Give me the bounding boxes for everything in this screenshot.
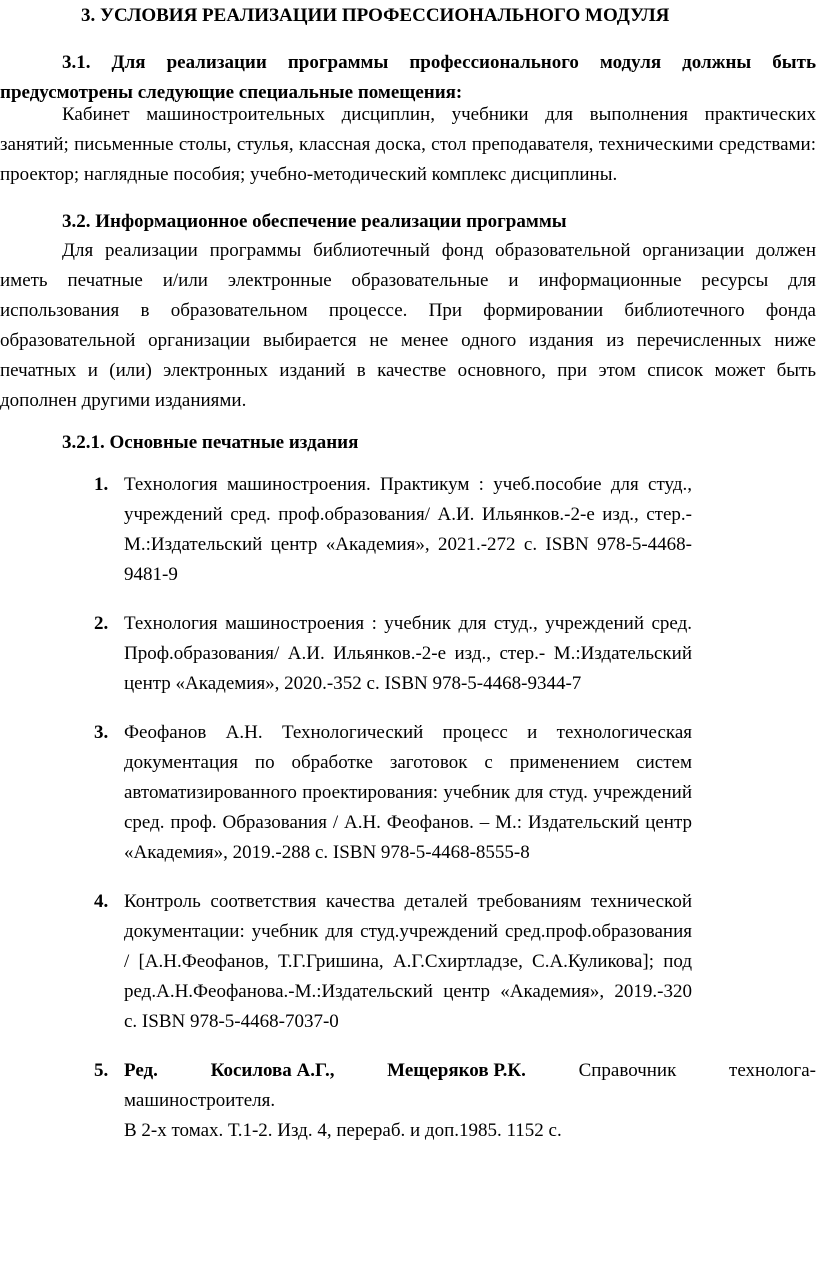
list-item-number: 3. [94,722,109,743]
section-3-1-body: Кабинет машиностроительных дисциплин, учебники для выполнения практических занятий; письменные столы, стулья, классная доска, стол преподавателя, техническими средствами: проектор; наглядные пособия; учебно-методический комплекс дисциплины. [0,104,816,185]
author-meshcheryakov: Мещеряков Р.К. [387,1060,526,1081]
section-3-2-body: Для реализации программы библиотечный фонд образовательной организации должен иметь печатные и/или электронные образовательные и информационные ресурсы для использования в образовательном процессе. При формировании библиотечного фонда образовательной организации выбирается не менее одного издания из перечисленных ниже печатных и (или) электронных изданий в качестве основного, при этом список может быть дополнен другими изданиями. [0,240,816,411]
list-item-text: Технология машиностроения : учебник для студ., учреждений сред. Проф.образования/ А.И. Ильянков.-2-е изд., стер.- М.:Издательский центр «Академия», 2020.-352 с. ISBN 978-5-4468-9344-7 [124,613,692,694]
list-item [0,609,692,699]
list-item-number: 4. [94,891,109,912]
section-3-1-heading: 3.1. Для реализации программы профессионального модуля должны быть предусмотрены следующие специальные помещения: [0,52,816,103]
list-item-text: Технология машиностроения. Практикум : учеб.пособие для студ., учреждений сред. проф.образования/ А.И. Ильянков.-2-е изд., стер.- М.:Издательский центр «Академия», 2021.-272 с. ISBN 978-5-4468-9481-9 [124,474,692,585]
list-item-number: 5. [94,1060,109,1081]
title-word-technologist: технолога- [729,1060,816,1081]
list-item [0,718,692,868]
publications-list [0,470,816,1160]
list-item-first-line [124,1056,816,1086]
list-item-second-line: машиностроителя. [124,1090,276,1111]
list-item [0,1056,816,1146]
list-item [0,887,692,1037]
list-item-text: Феофанов А.Н. Технологический процесс и технологическая документация по обработке заготовок с применением систем автоматизированного проектирования: учебник для студ. учреждений сред. проф. Образования / А.Н. Феофанов. – М.: Издательский центр «Академия», 2019.-288 с. ISBN 978-5-4468-8555-8 [124,722,692,863]
editor-label: Ред. [124,1060,158,1081]
section-3-2-1-heading: 3.2.1. Основные печатные издания [62,432,359,453]
list-item-text: Контроль соответствия качества деталей требованиям технической документации: учебник для студ.учреждений сред.проф.образования / [А.Н.Феофанов, Т.Г.Гришина, А.Г.Схиртладзе, С.А.Куликова]; под ред.А.Н.Феофанова.-М.:Издательский центр «Академия», 2019.-320 с. ISBN 978-5-4468-7037-0 [124,891,692,1032]
page-title: 3. УСЛОВИЯ РЕАЛИЗАЦИИ ПРОФЕССИОНАЛЬНОГО МОДУЛЯ [81,5,670,26]
title-word-handbook: Справочник [578,1060,677,1081]
list-item-third-line: В 2-х томах. Т.1-2. Изд. 4, перераб. и доп.1985. 1152 с. [124,1120,562,1141]
list-item-number: 2. [94,613,109,634]
list-item [0,470,692,590]
author-kosilova: Косилова А.Г., [210,1060,335,1081]
section-3-2-heading: 3.2. Информационное обеспечение реализации программы [62,211,567,232]
list-item-number: 1. [94,474,109,495]
